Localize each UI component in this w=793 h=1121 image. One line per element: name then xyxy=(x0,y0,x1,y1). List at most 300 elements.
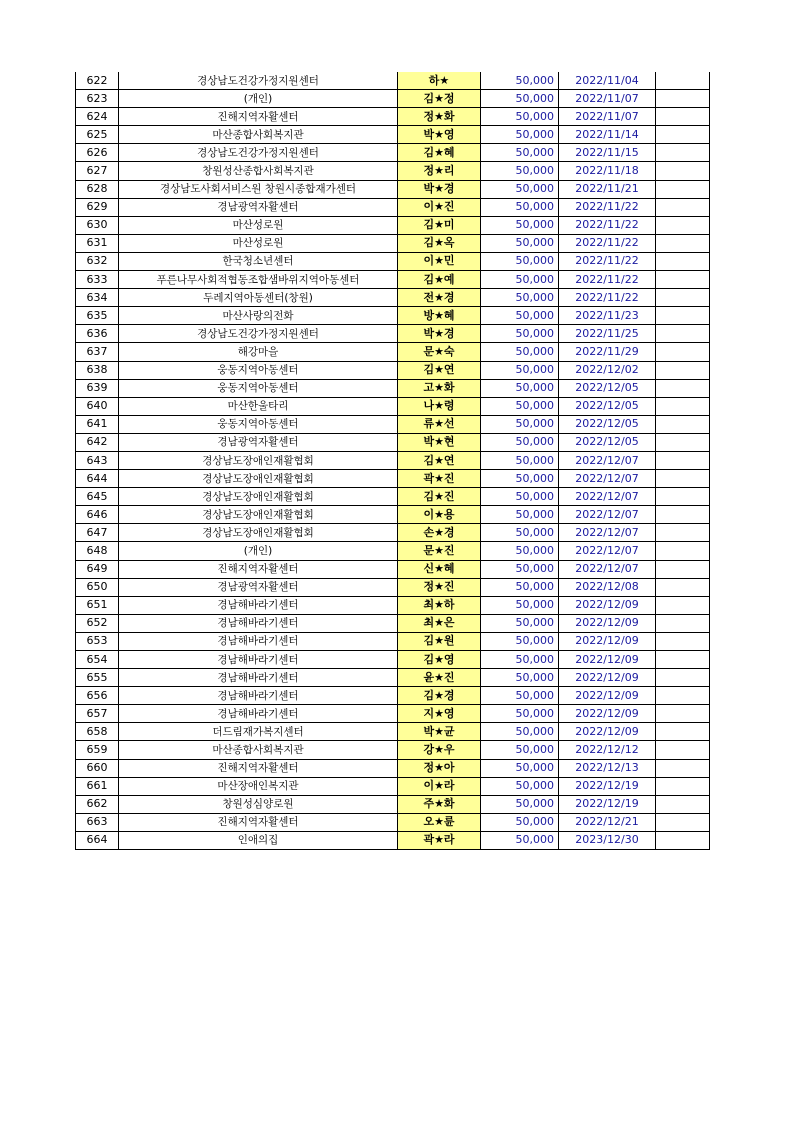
blank-cell xyxy=(656,506,710,524)
blank-cell xyxy=(656,470,710,488)
blank-cell xyxy=(656,614,710,632)
blank-cell xyxy=(656,234,710,252)
date-cell: 2022/12/09 xyxy=(559,705,656,723)
row-number-cell: 631 xyxy=(76,234,119,252)
row-number-cell: 653 xyxy=(76,632,119,650)
table-row xyxy=(76,289,710,307)
amount-cell: 50,000 xyxy=(481,795,559,813)
date-cell: 2022/12/13 xyxy=(559,759,656,777)
amount-cell: 50,000 xyxy=(481,632,559,650)
date-cell: 2022/12/05 xyxy=(559,415,656,433)
table-row xyxy=(76,614,710,632)
date-cell: 2022/11/29 xyxy=(559,343,656,361)
recipient-name-cell: 정★아 xyxy=(398,759,481,777)
recipient-name-cell: 김★원 xyxy=(398,632,481,650)
date-cell: 2022/11/21 xyxy=(559,180,656,198)
organization-cell: 마산한울타리 xyxy=(119,397,398,415)
organization-cell: 경상남도건강가정지원센터 xyxy=(119,325,398,343)
amount-cell: 50,000 xyxy=(481,759,559,777)
blank-cell xyxy=(656,72,710,90)
table-row xyxy=(76,379,710,397)
table-row xyxy=(76,741,710,759)
blank-cell xyxy=(656,325,710,343)
table-row xyxy=(76,108,710,126)
recipient-name-cell: 박★영 xyxy=(398,126,481,144)
organization-cell: 웅동지역아동센터 xyxy=(119,379,398,397)
amount-cell: 50,000 xyxy=(481,144,559,162)
organization-cell: 한국청소년센터 xyxy=(119,252,398,270)
organization-cell: 두레지역아동센터(창원) xyxy=(119,289,398,307)
row-number-cell: 634 xyxy=(76,289,119,307)
blank-cell xyxy=(656,488,710,506)
table-row xyxy=(76,252,710,270)
recipient-name-cell: 이★진 xyxy=(398,198,481,216)
table-row xyxy=(76,705,710,723)
date-cell: 2022/11/22 xyxy=(559,216,656,234)
amount-cell: 50,000 xyxy=(481,252,559,270)
date-cell: 2022/12/09 xyxy=(559,632,656,650)
date-cell: 2022/11/22 xyxy=(559,289,656,307)
date-cell: 2022/12/12 xyxy=(559,741,656,759)
recipient-name-cell: 오★륜 xyxy=(398,813,481,831)
organization-cell: 경상남도사회서비스원 창원시종합재가센터 xyxy=(119,180,398,198)
date-cell: 2022/11/22 xyxy=(559,234,656,252)
date-cell: 2022/12/05 xyxy=(559,397,656,415)
blank-cell xyxy=(656,162,710,180)
row-number-cell: 657 xyxy=(76,705,119,723)
organization-cell: 경상남도장애인재활협회 xyxy=(119,506,398,524)
row-number-cell: 649 xyxy=(76,560,119,578)
recipient-name-cell: 주★화 xyxy=(398,795,481,813)
row-number-cell: 640 xyxy=(76,397,119,415)
row-number-cell: 642 xyxy=(76,433,119,451)
organization-cell: (개인) xyxy=(119,542,398,560)
organization-cell: 경남해바라기센터 xyxy=(119,651,398,669)
date-cell: 2022/12/08 xyxy=(559,578,656,596)
date-cell: 2022/12/09 xyxy=(559,723,656,741)
row-number-cell: 646 xyxy=(76,506,119,524)
table-row xyxy=(76,723,710,741)
date-cell: 2022/11/22 xyxy=(559,198,656,216)
amount-cell: 50,000 xyxy=(481,271,559,289)
table-row xyxy=(76,343,710,361)
amount-cell: 50,000 xyxy=(481,542,559,560)
amount-cell: 50,000 xyxy=(481,723,559,741)
table-body xyxy=(76,72,710,850)
organization-cell: 경상남도장애인재활협회 xyxy=(119,451,398,469)
recipient-name-cell: 전★경 xyxy=(398,289,481,307)
table-row xyxy=(76,560,710,578)
blank-cell xyxy=(656,759,710,777)
date-cell: 2022/12/09 xyxy=(559,669,656,687)
organization-cell: 경상남도장애인재활협회 xyxy=(119,524,398,542)
row-number-cell: 624 xyxy=(76,108,119,126)
table-row xyxy=(76,126,710,144)
blank-cell xyxy=(656,524,710,542)
recipient-name-cell: 김★영 xyxy=(398,651,481,669)
date-cell: 2022/11/23 xyxy=(559,307,656,325)
blank-cell xyxy=(656,795,710,813)
amount-cell: 50,000 xyxy=(481,488,559,506)
row-number-cell: 626 xyxy=(76,144,119,162)
blank-cell xyxy=(656,777,710,795)
blank-cell xyxy=(656,705,710,723)
row-number-cell: 652 xyxy=(76,614,119,632)
amount-cell: 50,000 xyxy=(481,777,559,795)
organization-cell: 진해지역자활센터 xyxy=(119,108,398,126)
row-number-cell: 625 xyxy=(76,126,119,144)
row-number-cell: 662 xyxy=(76,795,119,813)
organization-cell: 창원성산종합사회복지관 xyxy=(119,162,398,180)
row-number-cell: 638 xyxy=(76,361,119,379)
organization-cell: 마산성로원 xyxy=(119,234,398,252)
organization-cell: 경상남도장애인재활협회 xyxy=(119,488,398,506)
blank-cell xyxy=(656,632,710,650)
row-number-cell: 647 xyxy=(76,524,119,542)
amount-cell: 50,000 xyxy=(481,325,559,343)
recipient-name-cell: 곽★라 xyxy=(398,831,481,849)
table-row xyxy=(76,397,710,415)
date-cell: 2022/12/21 xyxy=(559,813,656,831)
table-row xyxy=(76,596,710,614)
organization-cell: 경남해바라기센터 xyxy=(119,687,398,705)
amount-cell: 50,000 xyxy=(481,162,559,180)
amount-cell: 50,000 xyxy=(481,741,559,759)
row-number-cell: 628 xyxy=(76,180,119,198)
organization-cell: 마산성로원 xyxy=(119,216,398,234)
organization-cell: 진해지역자활센터 xyxy=(119,759,398,777)
amount-cell: 50,000 xyxy=(481,397,559,415)
date-cell: 2022/12/05 xyxy=(559,433,656,451)
organization-cell: 해강마을 xyxy=(119,343,398,361)
blank-cell xyxy=(656,596,710,614)
recipient-name-cell: 손★경 xyxy=(398,524,481,542)
amount-cell: 50,000 xyxy=(481,451,559,469)
organization-cell: 경남광역자활센터 xyxy=(119,433,398,451)
blank-cell xyxy=(656,252,710,270)
organization-cell: 경상남도건강가정지원센터 xyxy=(119,144,398,162)
table-row xyxy=(76,144,710,162)
date-cell: 2022/12/07 xyxy=(559,542,656,560)
row-number-cell: 630 xyxy=(76,216,119,234)
recipient-name-cell: 이★라 xyxy=(398,777,481,795)
row-number-cell: 644 xyxy=(76,470,119,488)
blank-cell xyxy=(656,361,710,379)
table-row xyxy=(76,307,710,325)
table-row xyxy=(76,795,710,813)
recipient-name-cell: 나★령 xyxy=(398,397,481,415)
table-row xyxy=(76,361,710,379)
blank-cell xyxy=(656,307,710,325)
blank-cell xyxy=(656,144,710,162)
date-cell: 2022/12/07 xyxy=(559,506,656,524)
amount-cell: 50,000 xyxy=(481,216,559,234)
row-number-cell: 641 xyxy=(76,415,119,433)
table-row xyxy=(76,669,710,687)
row-number-cell: 661 xyxy=(76,777,119,795)
organization-cell: 경남해바라기센터 xyxy=(119,614,398,632)
recipient-name-cell: 정★진 xyxy=(398,578,481,596)
row-number-cell: 639 xyxy=(76,379,119,397)
table-row xyxy=(76,90,710,108)
date-cell: 2022/12/19 xyxy=(559,795,656,813)
row-number-cell: 623 xyxy=(76,90,119,108)
date-cell: 2022/12/09 xyxy=(559,596,656,614)
row-number-cell: 654 xyxy=(76,651,119,669)
blank-cell xyxy=(656,723,710,741)
blank-cell xyxy=(656,451,710,469)
blank-cell xyxy=(656,126,710,144)
date-cell: 2022/12/02 xyxy=(559,361,656,379)
amount-cell: 50,000 xyxy=(481,361,559,379)
row-number-cell: 635 xyxy=(76,307,119,325)
recipient-name-cell: 윤★진 xyxy=(398,669,481,687)
amount-cell: 50,000 xyxy=(481,198,559,216)
date-cell: 2022/11/15 xyxy=(559,144,656,162)
recipient-name-cell: 정★리 xyxy=(398,162,481,180)
recipient-name-cell: 김★혜 xyxy=(398,144,481,162)
organization-cell: 마산장애인복지관 xyxy=(119,777,398,795)
table-row xyxy=(76,415,710,433)
table-row xyxy=(76,162,710,180)
row-number-cell: 636 xyxy=(76,325,119,343)
recipient-name-cell: 김★예 xyxy=(398,271,481,289)
row-number-cell: 660 xyxy=(76,759,119,777)
recipient-name-cell: 문★진 xyxy=(398,542,481,560)
recipient-name-cell: 최★하 xyxy=(398,596,481,614)
organization-cell: 마산종합사회복지관 xyxy=(119,741,398,759)
amount-cell: 50,000 xyxy=(481,651,559,669)
table-row xyxy=(76,813,710,831)
table-row xyxy=(76,271,710,289)
row-number-cell: 656 xyxy=(76,687,119,705)
row-number-cell: 663 xyxy=(76,813,119,831)
date-cell: 2022/11/14 xyxy=(559,126,656,144)
blank-cell xyxy=(656,397,710,415)
organization-cell: 진해지역자활센터 xyxy=(119,560,398,578)
organization-cell: 진해지역자활센터 xyxy=(119,813,398,831)
organization-cell: 경상남도건강가정지원센터 xyxy=(119,72,398,90)
blank-cell xyxy=(656,813,710,831)
row-number-cell: 633 xyxy=(76,271,119,289)
table-row xyxy=(76,759,710,777)
table-row xyxy=(76,542,710,560)
organization-cell: 마산사랑의전화 xyxy=(119,307,398,325)
organization-cell: 마산종합사회복지관 xyxy=(119,126,398,144)
table-row xyxy=(76,72,710,90)
organization-cell: 경남광역자활센터 xyxy=(119,198,398,216)
recipient-name-cell: 김★진 xyxy=(398,488,481,506)
row-number-cell: 643 xyxy=(76,451,119,469)
amount-cell: 50,000 xyxy=(481,813,559,831)
table-row xyxy=(76,470,710,488)
organization-cell: 경남해바라기센터 xyxy=(119,669,398,687)
date-cell: 2022/11/04 xyxy=(559,72,656,90)
table-row xyxy=(76,687,710,705)
donation-table xyxy=(75,72,710,850)
amount-cell: 50,000 xyxy=(481,705,559,723)
recipient-name-cell: 김★미 xyxy=(398,216,481,234)
blank-cell xyxy=(656,108,710,126)
amount-cell: 50,000 xyxy=(481,506,559,524)
recipient-name-cell: 하★ xyxy=(398,72,481,90)
amount-cell: 50,000 xyxy=(481,234,559,252)
amount-cell: 50,000 xyxy=(481,831,559,849)
blank-cell xyxy=(656,433,710,451)
blank-cell xyxy=(656,651,710,669)
table-row xyxy=(76,451,710,469)
recipient-name-cell: 정★화 xyxy=(398,108,481,126)
row-number-cell: 648 xyxy=(76,542,119,560)
amount-cell: 50,000 xyxy=(481,560,559,578)
organization-cell: 인애의집 xyxy=(119,831,398,849)
amount-cell: 50,000 xyxy=(481,90,559,108)
recipient-name-cell: 이★용 xyxy=(398,506,481,524)
date-cell: 2022/11/07 xyxy=(559,90,656,108)
row-number-cell: 637 xyxy=(76,343,119,361)
date-cell: 2022/12/07 xyxy=(559,470,656,488)
date-cell: 2022/11/22 xyxy=(559,271,656,289)
organization-cell: 웅동지역아동센터 xyxy=(119,361,398,379)
date-cell: 2022/12/07 xyxy=(559,488,656,506)
row-number-cell: 658 xyxy=(76,723,119,741)
recipient-name-cell: 강★우 xyxy=(398,741,481,759)
table-row xyxy=(76,433,710,451)
table-row xyxy=(76,777,710,795)
table-row xyxy=(76,234,710,252)
blank-cell xyxy=(656,180,710,198)
date-cell: 2022/12/07 xyxy=(559,451,656,469)
blank-cell xyxy=(656,289,710,307)
recipient-name-cell: 박★경 xyxy=(398,180,481,198)
table-row xyxy=(76,198,710,216)
organization-cell: 경상남도장애인재활협회 xyxy=(119,470,398,488)
blank-cell xyxy=(656,415,710,433)
table-row xyxy=(76,506,710,524)
row-number-cell: 629 xyxy=(76,198,119,216)
organization-cell: (개인) xyxy=(119,90,398,108)
blank-cell xyxy=(656,741,710,759)
organization-cell: 푸른나무사회적협동조합샘바위지역아동센터 xyxy=(119,271,398,289)
blank-cell xyxy=(656,831,710,849)
blank-cell xyxy=(656,687,710,705)
blank-cell xyxy=(656,343,710,361)
amount-cell: 50,000 xyxy=(481,524,559,542)
amount-cell: 50,000 xyxy=(481,596,559,614)
table-row xyxy=(76,578,710,596)
amount-cell: 50,000 xyxy=(481,108,559,126)
amount-cell: 50,000 xyxy=(481,433,559,451)
row-number-cell: 651 xyxy=(76,596,119,614)
blank-cell xyxy=(656,578,710,596)
blank-cell xyxy=(656,379,710,397)
date-cell: 2022/12/09 xyxy=(559,687,656,705)
amount-cell: 50,000 xyxy=(481,614,559,632)
amount-cell: 50,000 xyxy=(481,289,559,307)
recipient-name-cell: 박★경 xyxy=(398,325,481,343)
organization-cell: 경남해바라기센터 xyxy=(119,705,398,723)
amount-cell: 50,000 xyxy=(481,687,559,705)
recipient-name-cell: 문★숙 xyxy=(398,343,481,361)
blank-cell xyxy=(656,669,710,687)
blank-cell xyxy=(656,560,710,578)
recipient-name-cell: 방★혜 xyxy=(398,307,481,325)
recipient-name-cell: 류★선 xyxy=(398,415,481,433)
row-number-cell: 632 xyxy=(76,252,119,270)
amount-cell: 50,000 xyxy=(481,578,559,596)
recipient-name-cell: 지★영 xyxy=(398,705,481,723)
recipient-name-cell: 최★은 xyxy=(398,614,481,632)
date-cell: 2022/11/22 xyxy=(559,252,656,270)
amount-cell: 50,000 xyxy=(481,72,559,90)
table-row xyxy=(76,632,710,650)
table-row xyxy=(76,216,710,234)
amount-cell: 50,000 xyxy=(481,669,559,687)
blank-cell xyxy=(656,216,710,234)
date-cell: 2022/12/09 xyxy=(559,651,656,669)
table-row xyxy=(76,325,710,343)
organization-cell: 경남광역자활센터 xyxy=(119,578,398,596)
recipient-name-cell: 박★현 xyxy=(398,433,481,451)
row-number-cell: 627 xyxy=(76,162,119,180)
blank-cell xyxy=(656,271,710,289)
amount-cell: 50,000 xyxy=(481,415,559,433)
recipient-name-cell: 김★경 xyxy=(398,687,481,705)
recipient-name-cell: 신★혜 xyxy=(398,560,481,578)
blank-cell xyxy=(656,90,710,108)
organization-cell: 경남해바라기센터 xyxy=(119,632,398,650)
row-number-cell: 659 xyxy=(76,741,119,759)
row-number-cell: 650 xyxy=(76,578,119,596)
recipient-name-cell: 김★연 xyxy=(398,451,481,469)
date-cell: 2022/11/07 xyxy=(559,108,656,126)
row-number-cell: 664 xyxy=(76,831,119,849)
amount-cell: 50,000 xyxy=(481,307,559,325)
amount-cell: 50,000 xyxy=(481,343,559,361)
organization-cell: 더드림재가복지센터 xyxy=(119,723,398,741)
amount-cell: 50,000 xyxy=(481,379,559,397)
recipient-name-cell: 김★옥 xyxy=(398,234,481,252)
recipient-name-cell: 고★화 xyxy=(398,379,481,397)
organization-cell: 경남해바라기센터 xyxy=(119,596,398,614)
recipient-name-cell: 박★균 xyxy=(398,723,481,741)
date-cell: 2023/12/30 xyxy=(559,831,656,849)
table-row xyxy=(76,488,710,506)
blank-cell xyxy=(656,198,710,216)
date-cell: 2022/12/07 xyxy=(559,560,656,578)
table-row xyxy=(76,180,710,198)
recipient-name-cell: 이★민 xyxy=(398,252,481,270)
date-cell: 2022/12/19 xyxy=(559,777,656,795)
recipient-name-cell: 곽★진 xyxy=(398,470,481,488)
organization-cell: 웅동지역아동센터 xyxy=(119,415,398,433)
table-row xyxy=(76,831,710,849)
recipient-name-cell: 김★연 xyxy=(398,361,481,379)
row-number-cell: 622 xyxy=(76,72,119,90)
recipient-name-cell: 김★정 xyxy=(398,90,481,108)
amount-cell: 50,000 xyxy=(481,180,559,198)
date-cell: 2022/12/05 xyxy=(559,379,656,397)
table-row xyxy=(76,651,710,669)
amount-cell: 50,000 xyxy=(481,126,559,144)
organization-cell: 창원성심양로원 xyxy=(119,795,398,813)
date-cell: 2022/12/09 xyxy=(559,614,656,632)
row-number-cell: 655 xyxy=(76,669,119,687)
blank-cell xyxy=(656,542,710,560)
table-row xyxy=(76,524,710,542)
date-cell: 2022/11/25 xyxy=(559,325,656,343)
amount-cell: 50,000 xyxy=(481,470,559,488)
